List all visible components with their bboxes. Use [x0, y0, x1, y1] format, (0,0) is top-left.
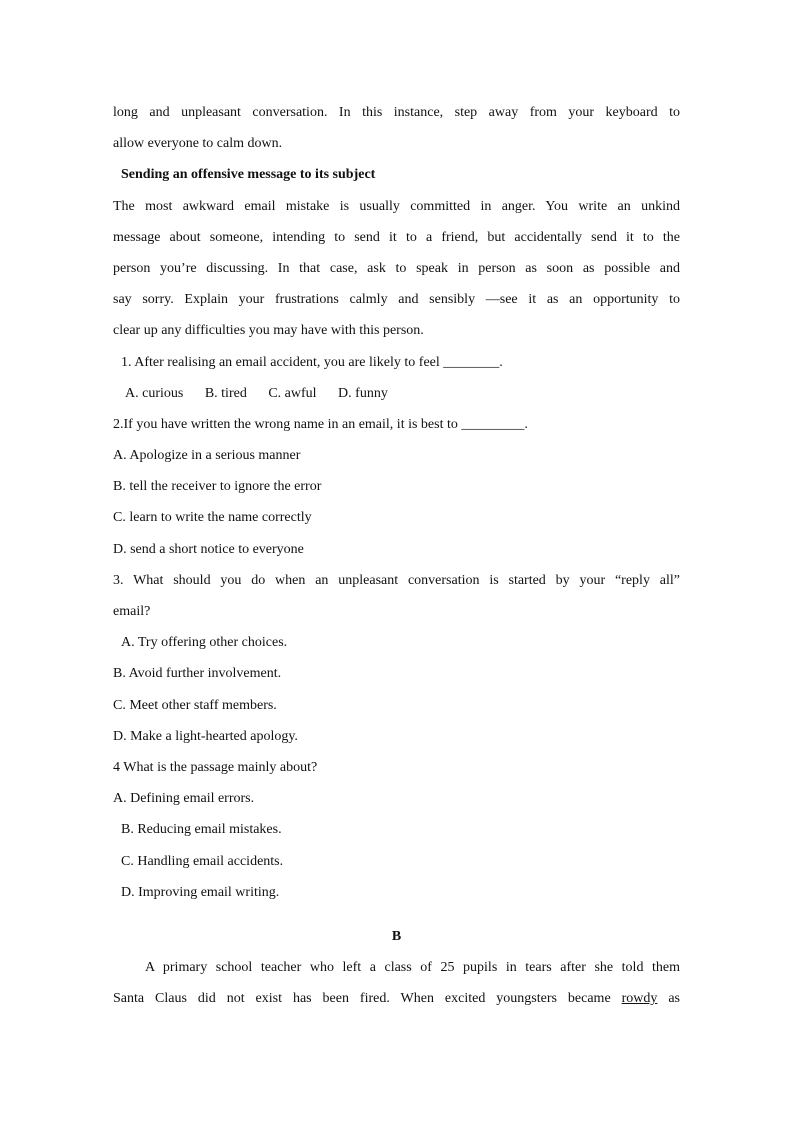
- paragraph-line: clear up any difficulties you may have with this person.: [113, 323, 424, 339]
- section-b-label: B: [391, 928, 402, 944]
- passage-a-line: allow everyone to calm down.: [113, 136, 283, 152]
- option: B. tired: [204, 385, 247, 401]
- section-b-text: Santa Claus did not exist has been fired. When excited youngsters became: [113, 991, 622, 1007]
- question-1-options: [113, 381, 680, 412]
- section-b-text: as: [657, 991, 680, 1007]
- question-option: D. send a short notice to everyone: [113, 541, 304, 557]
- section-heading: Sending an offensive message to its subject: [121, 167, 376, 183]
- question-option: B. tell the receiver to ignore the error: [113, 479, 322, 495]
- document-body: [113, 100, 680, 1017]
- section-b-line: A primary school teacher who left a class of 25 pupils in tears after she told them: [145, 960, 680, 976]
- underlined-word: rowdy: [621, 991, 658, 1007]
- paragraph-line: person you’re discussing. In that case, ask to speak in person as soon as possible and: [113, 260, 680, 276]
- question-2-stem: 2.If you have written the wrong name in an email, it is best to _________.: [113, 416, 528, 432]
- option: C. awful: [268, 385, 317, 401]
- question-4-stem: 4 What is the passage mainly about?: [113, 759, 318, 775]
- question-3-stem: email?: [113, 604, 151, 619]
- spacer: [113, 911, 680, 924]
- option: A. curious: [125, 385, 184, 401]
- question-option: B. Reducing email mistakes.: [121, 822, 282, 838]
- question-option: D. Improving email writing.: [121, 884, 280, 900]
- paragraph-line: The most awkward email mistake is usually committed in anger. You write an unkind: [113, 198, 680, 214]
- question-option: D. Make a light-hearted apology.: [113, 728, 298, 744]
- question-option: B. Avoid further involvement.: [113, 666, 282, 682]
- section-b-line: [113, 986, 680, 1017]
- passage-a-line: long and unpleasant conversation. In this instance, step away from your keyboard to: [113, 105, 680, 120]
- question-option: A. Try offering other choices.: [121, 635, 288, 651]
- question-option: C. Handling email accidents.: [121, 853, 284, 869]
- question-option: A. Apologize in a serious manner: [113, 448, 301, 464]
- question-3-stem: 3. What should you do when an unpleasant conversation is started by your “reply all”: [113, 572, 680, 588]
- paragraph-line: message about someone, intending to send it to a friend, but accidentally send it to the: [113, 229, 680, 245]
- question-option: C. learn to write the name correctly: [113, 510, 312, 526]
- question-option: C. Meet other staff members.: [113, 697, 277, 713]
- question-1-stem: 1. After realising an email accident, you are likely to feel ________.: [121, 354, 503, 370]
- paragraph-line: say sorry. Explain your frustrations calmly and sensibly —see it as an opportunity to: [113, 292, 680, 308]
- option: D. funny: [338, 385, 388, 401]
- question-option: A. Defining email errors.: [113, 791, 255, 807]
